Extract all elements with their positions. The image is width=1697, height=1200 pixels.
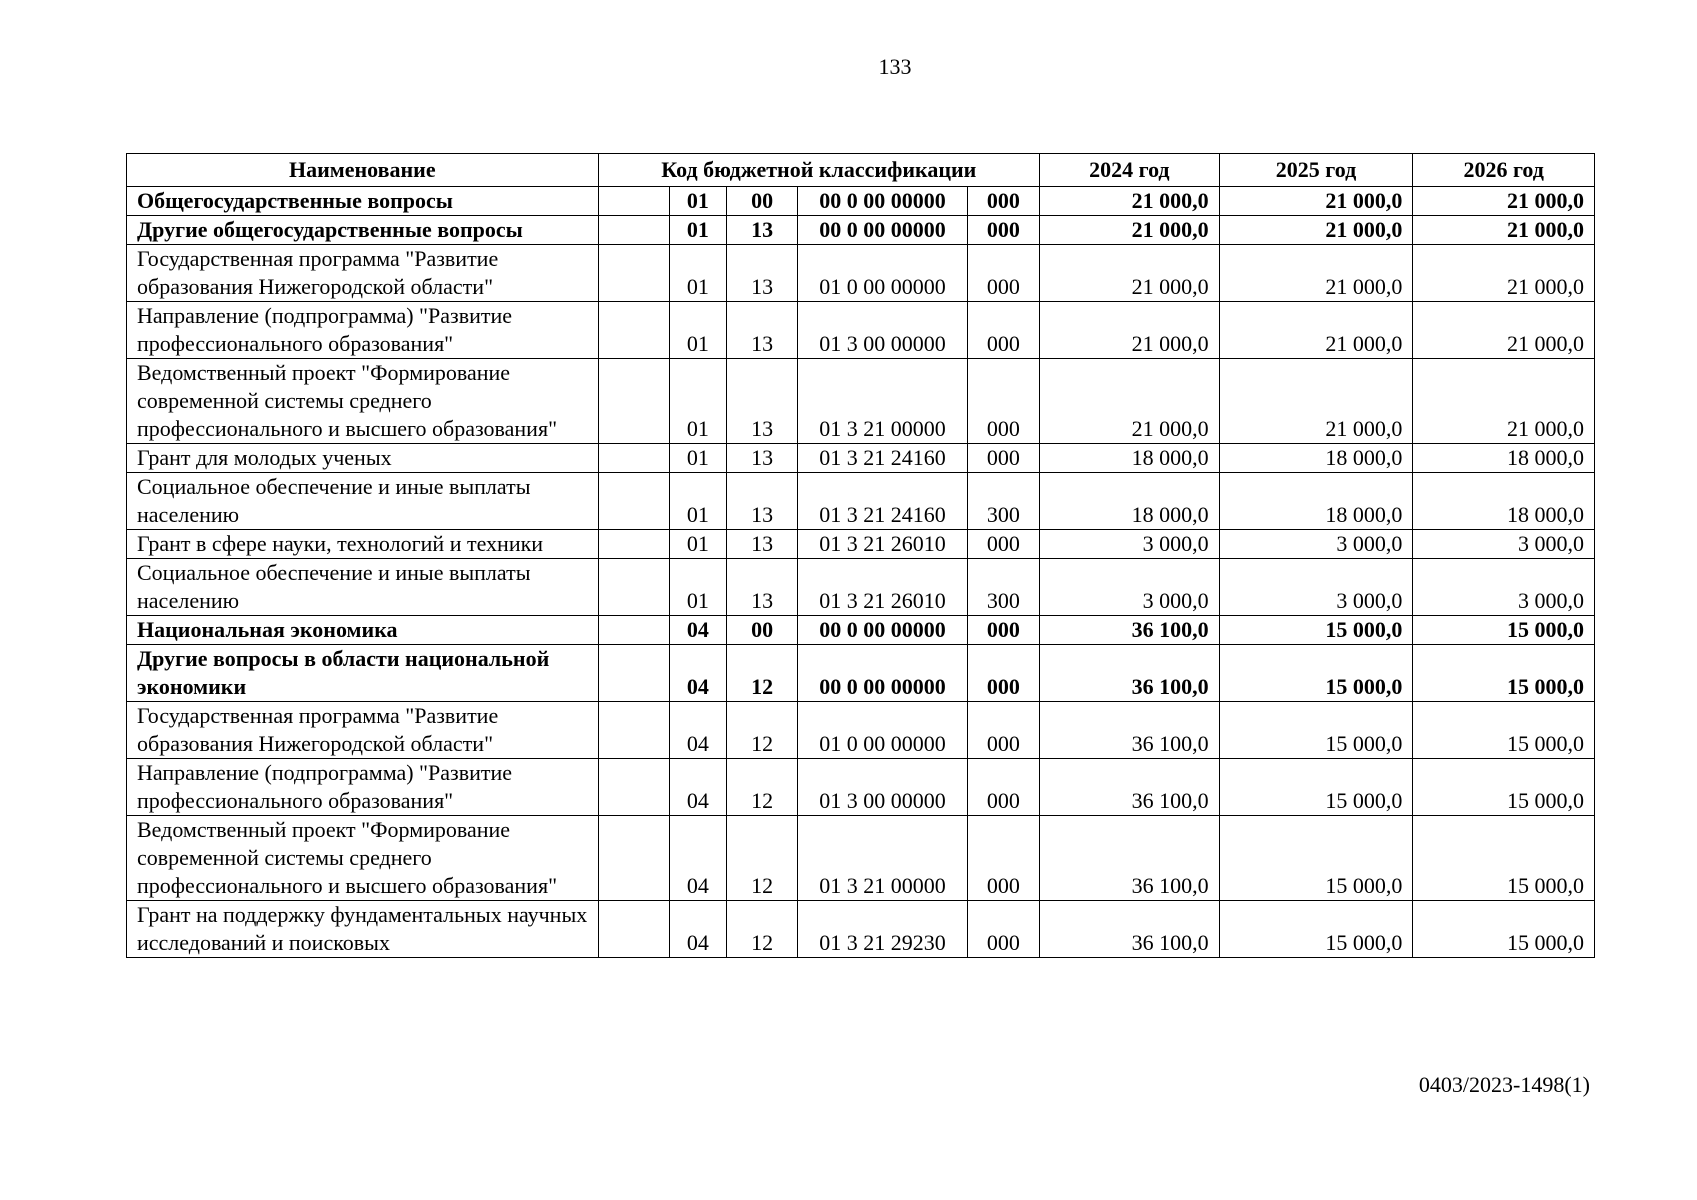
value-2024: 18 000,0 — [1040, 444, 1220, 473]
code-subsection: 13 — [727, 245, 798, 302]
code-expense-type: 000 — [967, 530, 1039, 559]
value-2025: 21 000,0 — [1219, 187, 1413, 216]
value-2026: 18 000,0 — [1413, 444, 1595, 473]
table-row — [127, 187, 1595, 216]
value-2026: 15 000,0 — [1413, 901, 1595, 958]
code-col-1 — [598, 616, 669, 645]
value-2024: 21 000,0 — [1040, 187, 1220, 216]
value-2026: 15 000,0 — [1413, 759, 1595, 816]
value-2024: 21 000,0 — [1040, 359, 1220, 444]
code-subsection: 13 — [727, 559, 798, 616]
value-2024: 36 100,0 — [1040, 901, 1220, 958]
row-name: Ведомственный проект "Формирование современной системы среднего профессионального и высшего образования" — [127, 359, 599, 444]
table-row — [127, 216, 1595, 245]
value-2025: 3 000,0 — [1219, 530, 1413, 559]
code-expense-type: 000 — [967, 759, 1039, 816]
code-target-article: 01 3 21 00000 — [798, 359, 968, 444]
table-header-row — [127, 154, 1595, 187]
row-name: Государственная программа "Развитие образования Нижегородской области" — [127, 702, 599, 759]
code-target-article: 01 3 00 00000 — [798, 302, 968, 359]
value-2024: 36 100,0 — [1040, 616, 1220, 645]
value-2026: 3 000,0 — [1413, 530, 1595, 559]
code-expense-type: 000 — [967, 616, 1039, 645]
code-col-1 — [598, 901, 669, 958]
value-2026: 18 000,0 — [1413, 473, 1595, 530]
row-name: Социальное обеспечение и иные выплаты населению — [127, 559, 599, 616]
code-col-1 — [598, 187, 669, 216]
code-section: 01 — [669, 302, 726, 359]
value-2026: 15 000,0 — [1413, 616, 1595, 645]
row-name: Социальное обеспечение и иные выплаты населению — [127, 473, 599, 530]
value-2026: 15 000,0 — [1413, 702, 1595, 759]
code-subsection: 00 — [727, 616, 798, 645]
code-target-article: 01 3 00 00000 — [798, 759, 968, 816]
value-2025: 18 000,0 — [1219, 444, 1413, 473]
value-2024: 21 000,0 — [1040, 245, 1220, 302]
table-row — [127, 530, 1595, 559]
code-expense-type: 000 — [967, 216, 1039, 245]
value-2026: 21 000,0 — [1413, 302, 1595, 359]
value-2024: 3 000,0 — [1040, 559, 1220, 616]
code-target-article: 00 0 00 00000 — [798, 187, 968, 216]
code-section: 04 — [669, 702, 726, 759]
code-expense-type: 000 — [967, 359, 1039, 444]
header-code: Код бюджетной классификации — [598, 154, 1039, 187]
row-name: Государственная программа "Развитие образования Нижегородской области" — [127, 245, 599, 302]
table-row — [127, 444, 1595, 473]
table-row — [127, 616, 1595, 645]
header-2024: 2024 год — [1040, 154, 1220, 187]
value-2025: 15 000,0 — [1219, 901, 1413, 958]
code-subsection: 13 — [727, 473, 798, 530]
value-2026: 15 000,0 — [1413, 816, 1595, 901]
code-col-1 — [598, 245, 669, 302]
table-row — [127, 359, 1595, 444]
table-row — [127, 473, 1595, 530]
code-col-1 — [598, 559, 669, 616]
value-2026: 21 000,0 — [1413, 245, 1595, 302]
value-2025: 3 000,0 — [1219, 559, 1413, 616]
code-col-1 — [598, 302, 669, 359]
code-expense-type: 300 — [967, 473, 1039, 530]
value-2024: 36 100,0 — [1040, 645, 1220, 702]
code-col-1 — [598, 816, 669, 901]
table-row — [127, 901, 1595, 958]
table-row — [127, 645, 1595, 702]
code-subsection: 13 — [727, 530, 798, 559]
code-expense-type: 000 — [967, 302, 1039, 359]
code-section: 01 — [669, 245, 726, 302]
code-target-article: 00 0 00 00000 — [798, 216, 968, 245]
code-subsection: 12 — [727, 645, 798, 702]
value-2024: 3 000,0 — [1040, 530, 1220, 559]
code-col-1 — [598, 759, 669, 816]
value-2026: 21 000,0 — [1413, 359, 1595, 444]
code-expense-type: 000 — [967, 245, 1039, 302]
value-2025: 15 000,0 — [1219, 702, 1413, 759]
value-2026: 21 000,0 — [1413, 216, 1595, 245]
value-2026: 3 000,0 — [1413, 559, 1595, 616]
row-name: Общегосударственные вопросы — [127, 187, 599, 216]
code-section: 01 — [669, 187, 726, 216]
table-body — [127, 187, 1595, 958]
value-2024: 36 100,0 — [1040, 816, 1220, 901]
table-row — [127, 559, 1595, 616]
code-subsection: 13 — [727, 359, 798, 444]
value-2025: 15 000,0 — [1219, 616, 1413, 645]
value-2024: 21 000,0 — [1040, 302, 1220, 359]
code-target-article: 01 0 00 00000 — [798, 245, 968, 302]
code-col-1 — [598, 359, 669, 444]
value-2025: 15 000,0 — [1219, 645, 1413, 702]
code-subsection: 12 — [727, 816, 798, 901]
row-name: Ведомственный проект "Формирование современной системы среднего профессионального и высшего образования" — [127, 816, 599, 901]
code-subsection: 13 — [727, 302, 798, 359]
value-2026: 21 000,0 — [1413, 187, 1595, 216]
row-name: Национальная экономика — [127, 616, 599, 645]
code-section: 04 — [669, 816, 726, 901]
row-name: Направление (подпрограмма) "Развитие профессионального образования" — [127, 759, 599, 816]
header-2025: 2025 год — [1219, 154, 1413, 187]
row-name: Грант в сфере науки, технологий и техники — [127, 530, 599, 559]
value-2025: 15 000,0 — [1219, 816, 1413, 901]
value-2024: 18 000,0 — [1040, 473, 1220, 530]
code-col-1 — [598, 645, 669, 702]
code-section: 04 — [669, 616, 726, 645]
value-2026: 15 000,0 — [1413, 645, 1595, 702]
header-name: Наименование — [127, 154, 599, 187]
code-col-1 — [598, 473, 669, 530]
code-col-1 — [598, 702, 669, 759]
code-subsection: 12 — [727, 759, 798, 816]
code-expense-type: 000 — [967, 901, 1039, 958]
code-target-article: 01 3 21 00000 — [798, 816, 968, 901]
page-number: 133 — [878, 54, 912, 79]
value-2025: 21 000,0 — [1219, 359, 1413, 444]
code-section: 01 — [669, 530, 726, 559]
value-2024: 36 100,0 — [1040, 702, 1220, 759]
code-subsection: 00 — [727, 187, 798, 216]
code-subsection: 12 — [727, 702, 798, 759]
code-subsection: 13 — [727, 444, 798, 473]
value-2025: 21 000,0 — [1219, 302, 1413, 359]
header-2026: 2026 год — [1413, 154, 1595, 187]
table-row — [127, 245, 1595, 302]
row-name: Направление (подпрограмма) "Развитие профессионального образования" — [127, 302, 599, 359]
table-row — [127, 702, 1595, 759]
code-expense-type: 000 — [967, 816, 1039, 901]
code-col-1 — [598, 216, 669, 245]
code-section: 01 — [669, 559, 726, 616]
row-name: Другие вопросы в области национальной экономики — [127, 645, 599, 702]
value-2025: 15 000,0 — [1219, 759, 1413, 816]
code-expense-type: 000 — [967, 645, 1039, 702]
code-target-article: 01 0 00 00000 — [798, 702, 968, 759]
code-expense-type: 000 — [967, 187, 1039, 216]
code-target-article: 01 3 21 24160 — [798, 473, 968, 530]
code-section: 01 — [669, 359, 726, 444]
code-target-article: 00 0 00 00000 — [798, 616, 968, 645]
row-name: Грант для молодых ученых — [127, 444, 599, 473]
document-code: 0403/2023-1498(1) — [1418, 1072, 1590, 1097]
code-col-1 — [598, 530, 669, 559]
code-target-article: 00 0 00 00000 — [798, 645, 968, 702]
value-2024: 36 100,0 — [1040, 759, 1220, 816]
code-target-article: 01 3 21 26010 — [798, 559, 968, 616]
code-subsection: 13 — [727, 216, 798, 245]
code-expense-type: 000 — [967, 444, 1039, 473]
value-2025: 21 000,0 — [1219, 245, 1413, 302]
code-expense-type: 000 — [967, 702, 1039, 759]
code-section: 04 — [669, 901, 726, 958]
code-section: 04 — [669, 645, 726, 702]
budget-table — [126, 153, 1595, 958]
value-2024: 21 000,0 — [1040, 216, 1220, 245]
table-row — [127, 759, 1595, 816]
code-target-article: 01 3 21 24160 — [798, 444, 968, 473]
code-section: 01 — [669, 444, 726, 473]
table-row — [127, 816, 1595, 901]
code-col-1 — [598, 444, 669, 473]
code-section: 01 — [669, 216, 726, 245]
code-section: 01 — [669, 473, 726, 530]
code-expense-type: 300 — [967, 559, 1039, 616]
row-name: Грант на поддержку фундаментальных научных исследований и поисковых — [127, 901, 599, 958]
code-section: 04 — [669, 759, 726, 816]
table-row — [127, 302, 1595, 359]
value-2025: 21 000,0 — [1219, 216, 1413, 245]
value-2025: 18 000,0 — [1219, 473, 1413, 530]
code-target-article: 01 3 21 26010 — [798, 530, 968, 559]
row-name: Другие общегосударственные вопросы — [127, 216, 599, 245]
code-subsection: 12 — [727, 901, 798, 958]
code-target-article: 01 3 21 29230 — [798, 901, 968, 958]
